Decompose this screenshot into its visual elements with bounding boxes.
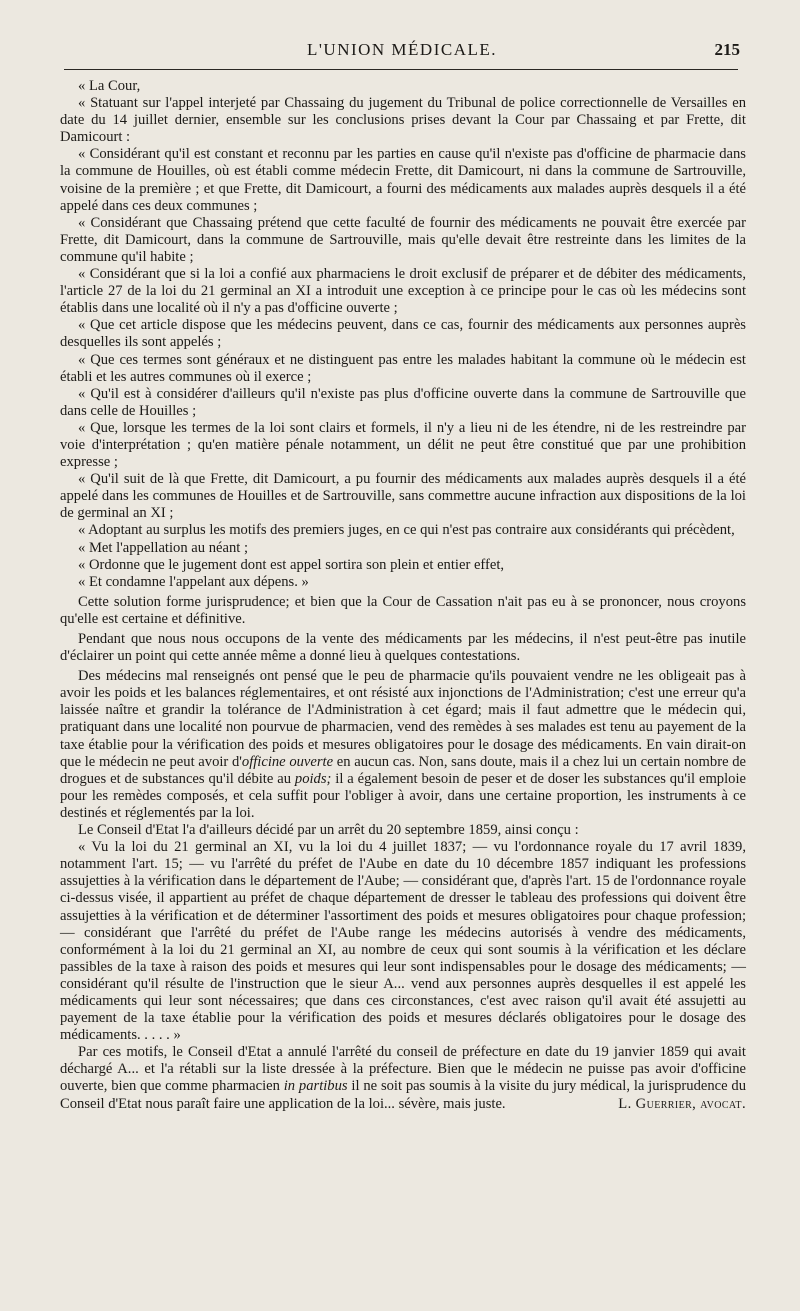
paragraph: « Que cet article dispose que les médecins peuvent, dans ce cas, fournir des médicaments aux personnes auprès desquelles ils sont appelés ; xyxy=(60,317,746,351)
paragraph: « Adoptant au surplus les motifs des premiers juges, en ce qui n'est pas contraire aux considérants qui précèdent, xyxy=(78,522,735,539)
paragraph: Pendant que nous nous occupons de la vente des médicaments par les médecins, il n'est peut-être pas inutile d'éclairer un point qui cette année même a donné lieu à quelques contestations. xyxy=(60,631,746,665)
paragraph: « Considérant que Chassaing prétend que cette faculté de fournir des médicaments ne pouvait être exercée par Frette, dit Damicourt, dans la commune de Sartrouville, mais qu'elle devait être restreinte dans les limites de la commune qu'il habite ; xyxy=(60,214,746,265)
paragraph: « Met l'appellation au néant ; xyxy=(78,539,249,556)
page-number: 215 xyxy=(714,40,740,59)
header-rule xyxy=(64,69,738,70)
paragraph: « La Cour, xyxy=(78,78,141,94)
page-header xyxy=(64,40,740,66)
paragraph: « Considérant que si la loi a confié aux pharmaciens le droit exclusif de préparer et de débiter des médicaments, l'article 27 de la loi du 21 germinal an XI a introduit une exception à ce principe pour le cas où les médecins sont établis dans une localité où il n'y a pas d'officine ouverte ; xyxy=(60,266,746,317)
paragraph: « Qu'il est à considérer d'ailleurs qu'il n'existe pas plus d'officine ouverte dans la commune de Sartrouville que dans celle de Houilles ; xyxy=(60,385,746,419)
paragraph: « Vu la loi du 21 germinal an XI, vu la loi du 4 juillet 1837; — vu l'ordonnance royale du 17 avril 1839, notamment l'art. 15; — vu l'arrêté du préfet de l'Aube en date du 10 décembre 1857 indiquant les professions assujetties à la vérification dans le département de l'Aube; — considérant que, d'après l'art. 15 de l'ordonnance royale ci-dessus visée, il appartient au préfet de chaque département de dresser le tableau des professions qui doivent être assujetties à la vérification et de déterminer l'assortiment des poids et mesures obligatoires pour chaque profession; — considérant que l'arrêté du préfet de l'Aube range les médecins autorisés à vendre des médicaments, conformément à la loi du 21 germinal an XI, au nombre de ceux qui sont soumis à la vérification et les déclare passibles de la taxe à raison des poids et mesures qui leur sont indispensables pour le dosage des médicaments; — considérant qu'il résulte de l'instruction que le sieur A... vend aux personnes auprès desquelles il est appelé les médicaments qui leur sont nécessaires; que dans ces circonstances, c'est avec raison qu'il avait été assujetti au payement de la taxe établie pour la vérification des poids et mesures déclarés obligatoires pour le dosage des médicaments. . . . . » xyxy=(60,839,746,1044)
paragraph: « Que, lorsque les termes de la loi sont clairs et formels, il n'y a lieu ni de les étendre, ni de les restreindre par voie d'interprétation ; qu'en matière pénale notamment, un délit ne peut être constitué que par une prohibition expresse ; xyxy=(60,419,746,471)
paragraph: « Ordonne que le jugement dont est appel sortira son plein et entier effet, xyxy=(78,556,505,573)
paragraph: « Qu'il suit de là que Frette, dit Damicourt, a pu fournir des médicaments aux malades auprès desquels il a été appelé dans les communes de Houilles et de Sartrouville, sans commettre aucune infraction aux dispositions de la loi de germinal an XI ; xyxy=(60,471,746,522)
paragraph-text: Par ces motifs, le Conseil d'Etat a annulé l'arrêté du conseil de préfecture en date du 19 janvier 1859 qui avait déchargé A... et l'a rétabli sur la liste dressée à la préfecture. Bien que le médecin ne puisse pas avoir d'officine ouverte, bien que comme pharmacien in partibus il ne soit pas soumis à la visite du jury médical, la jurisprudence du Conseil d'Etat nous paraît faire une application de la loi... sévère, mais juste. xyxy=(60,1044,747,1112)
paragraph: Cette solution forme jurisprudence; et bien que la Cour de Cassation n'ait pas eu à se prononcer, nous croyons qu'elle est certaine et définitive. xyxy=(60,593,746,627)
paragraph: Des médecins mal renseignés ont pensé que le peu de pharmacie qu'ils pouvaient vendre ne les obligeait pas à avoir les poids et les balances réglementaires, et ont résisté aux injonctions de l'Administration; c'est une erreur qu'a laissée naître et grandir la tolérance de l'Administration à cet égard; mais il faut admettre que le médecin qui, pratiquant dans une localité non pourvue de pharmacien, vend des remèdes à ses malades est tenu au payement de la taxe établie pour la vérification des poids et mesures obligatoires pour le dosage des médicaments. En vain dirait-on que le médecin ne peut avoir d'officine ouverte en aucun cas. Non, sans doute, mais il a chez lui un certain nombre de drogues et de substances qu'il débite au poids; il a également besoin de peser et de doser les substances qu'il emploie pour les remèdes composés, et cela suffit pour l'obliger à avoir, dans une certaine proportion, les instruments à ce destinés et réglementés par la loi. xyxy=(60,668,746,821)
running-title: L'UNION MÉDICALE. xyxy=(306,40,498,59)
final-paragraph xyxy=(60,1044,746,1112)
paragraph: Le Conseil d'Etat l'a d'ailleurs décidé par un arrêt du 20 septembre 1859, ainsi conçu : xyxy=(78,822,579,839)
author-signature: L. Guerrier, avocat. xyxy=(618,1095,746,1112)
paragraph: « Que ces termes sont généraux et ne distinguent pas entre les malades habitant la commune où le médecin est établi et les autres communes où il exerce ; xyxy=(60,351,746,385)
paragraph: « Et condamne l'appelant aux dépens. » xyxy=(78,573,309,590)
paragraph: « Statuant sur l'appel interjeté par Chassaing du jugement du Tribunal de police correctionnelle de Versailles en date du 14 juillet dernier, ensemble sur les conclusions prises devant la Cour par Chassaing et par Frette, dit Damicourt : xyxy=(60,95,746,146)
article-body xyxy=(60,78,746,1113)
paragraph: « Considérant qu'il est constant et reconnu par les parties en cause qu'il n'existe pas d'officine de pharmacie dans la commune de Houilles, où est établi comme médecin Frette, dit Damicourt, ni dans la commune de Sartrouville, voisine de la première ; et que Frette, dit Damicourt, a fourni des médicaments aux malades auprès desquels il a été appelé dans ces deux communes ; xyxy=(60,146,746,214)
